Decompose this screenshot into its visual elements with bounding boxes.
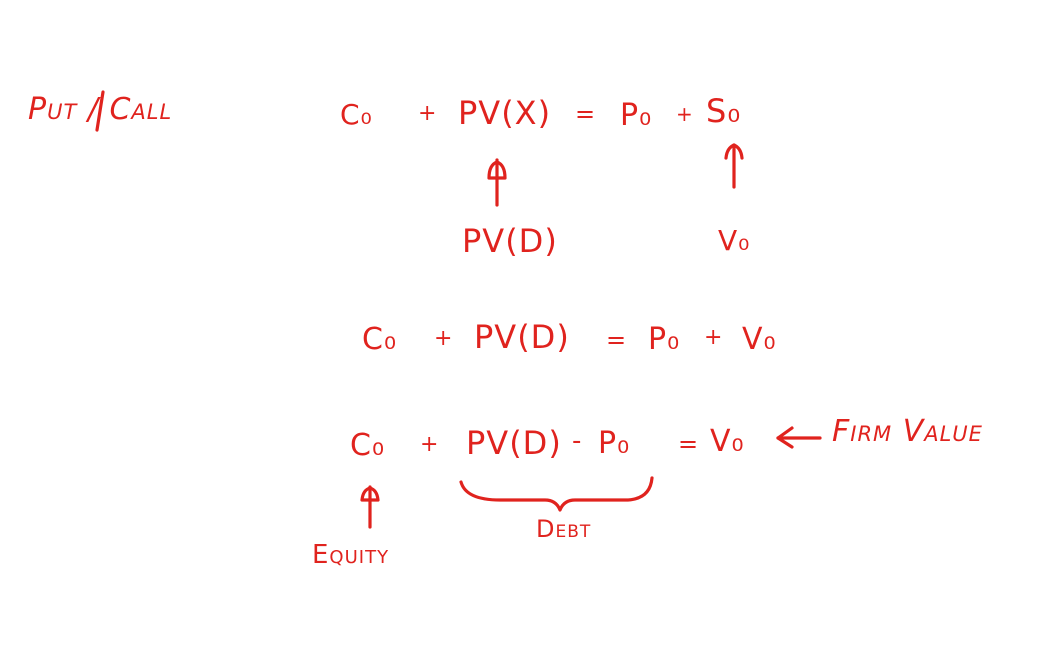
debt-label: Debt [536,515,592,543]
eq3-put: P₀ [598,426,631,461]
page-title: Put / Call [28,92,173,127]
eq1-call: C₀ [340,98,373,131]
up-arrow-equity-icon [362,487,378,527]
up-arrow-pvx-icon [489,160,505,205]
sub-pv-debt: PV(D) [462,222,558,260]
eq3-call: C₀ [350,428,385,463]
equity-label: Equity [312,540,390,570]
up-arrow-stock-icon [726,145,742,187]
eq1-equals: = [575,100,597,128]
eq3-pv-debt: PV(D) [466,424,562,462]
eq2-call: C₀ [362,322,397,357]
eq2-firm-value: V₀ [742,322,777,357]
eq2-plus1: + [434,326,454,351]
eq1-pv-strike: PV(X) [458,94,552,132]
left-arrow-firm-value-icon [778,428,820,447]
eq3-minus: - [572,426,583,456]
eq1-plus2: + [676,102,694,126]
debt-brace-stroke [461,478,652,510]
eq2-plus2: + [704,325,724,350]
firm-value-label: Firm Value [832,414,983,449]
eq3-equals: = [678,430,700,458]
eq1-put: P₀ [620,98,653,133]
eq2-equals: = [606,326,628,354]
eq3-plus: + [420,432,440,457]
sub-firm-value: V₀ [718,224,751,257]
eq2-pv-debt: PV(D) [474,318,570,356]
eq3-arrow-glyph [776,418,778,419]
eq1-plus1: + [418,101,438,126]
eq2-put: P₀ [648,322,681,357]
eq1-stock: S₀ [706,92,742,130]
eq3-firm-value: V₀ [710,424,745,459]
